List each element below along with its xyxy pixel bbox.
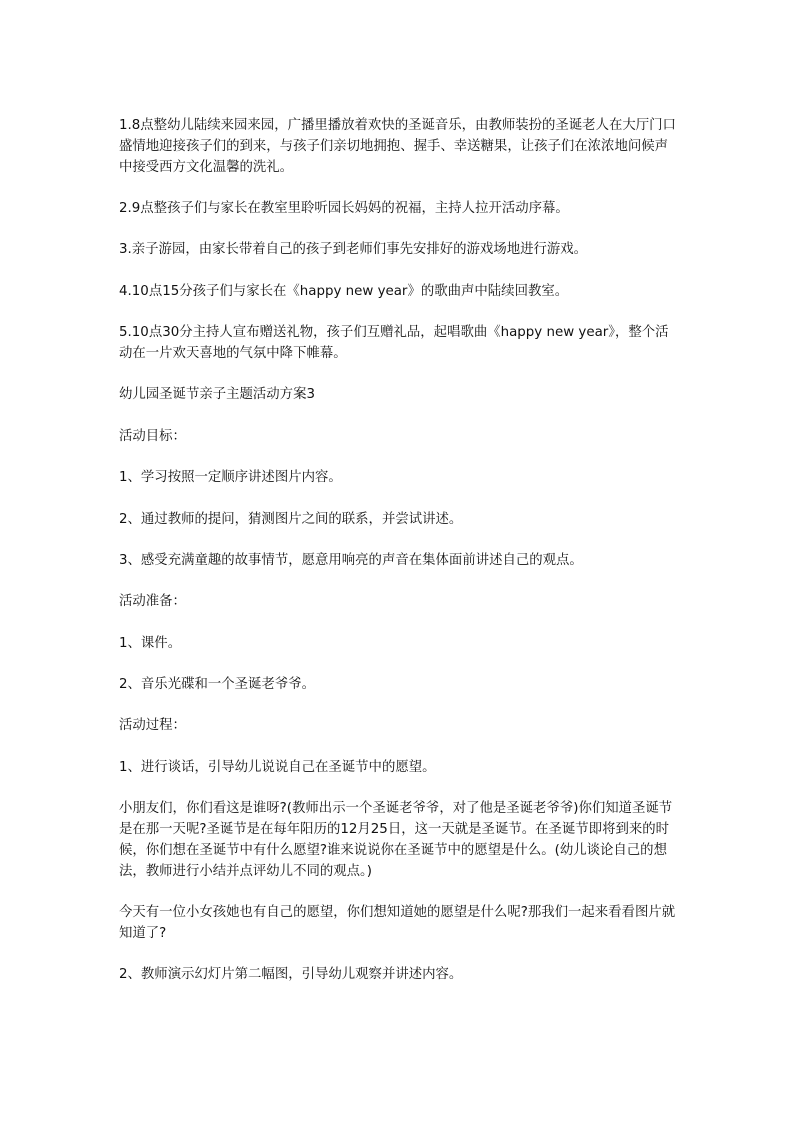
process-item-1: 1、进行谈话，引导幼儿说说自己在圣诞节中的愿望。 <box>119 759 436 775</box>
goal-item-3: 3、感受充满童趣的故事情节，愿意用响亮的声音在集体面前讲述自己的观点。 <box>119 552 583 568</box>
section-title: 幼儿园圣诞节亲子主题活动方案3 <box>119 387 315 403</box>
process-dialogue-1: 小朋友们，你们看这是谁呀?(教师出示一个圣诞老爷爷，对了他是圣诞老爷爷)你们知道圣诞节是在那一天呢?圣诞节是在每年阳历的12月25日，这一天就是圣诞节。在圣诞节即将到来的时候，你们想在圣诞节中有什么愿望?谁来说说你在圣诞节中的愿望是什么。(幼儿谈论自己的想法，教师进行小结并点评幼儿不同的观点。) <box>119 801 673 879</box>
paragraph-step-2: 2.9点整孩子们与家长在教室里聆听园长妈妈的祝福，主持人拉开活动序幕。 <box>119 200 569 216</box>
heading-preparation: 活动准备： <box>119 594 186 610</box>
preparation-item-2: 2、音乐光碟和一个圣诞老爷爷。 <box>119 677 315 693</box>
goal-item-2: 2、通过教师的提问，猜测图片之间的联系，并尝试讲述。 <box>119 511 463 527</box>
paragraph-step-5: 5.10点30分主持人宣布赠送礼物，孩子们互赠礼品，起唱歌曲《happy new year》，整个活动在一片欢天喜地的气氛中降下帷幕。 <box>119 325 669 361</box>
paragraph-step-1: 1.8点整幼儿陆续来园来园，广播里播放着欢快的圣诞音乐，由教师装扮的圣诞老人在大厅门口盛情地迎接孩子们的到来，与孩子们亲切地拥抱、握手、幸送糖果，让孩子们在浓浓地问候声中接受西方文化温馨的洗礼。 <box>119 118 676 175</box>
process-item-2: 2、教师演示幻灯片第二幅图，引导幼儿观察并讲述内容。 <box>119 967 463 983</box>
goal-item-1: 1、学习按照一定顺序讲述图片内容。 <box>119 470 342 486</box>
process-dialogue-2: 今天有一位小女孩她也有自己的愿望，你们想知道她的愿望是什么呢?那我们一起来看看图片就知道了? <box>119 905 676 941</box>
document-body <box>119 116 679 1007</box>
paragraph-step-3: 3.亲子游园，由家长带着自己的孩子到老师们事先安排好的游戏场地进行游戏。 <box>119 242 588 258</box>
preparation-item-1: 1、课件。 <box>119 635 182 651</box>
heading-goals: 活动目标： <box>119 428 186 444</box>
paragraph-step-4: 4.10点15分孩子们与家长在《happy new year》的歌曲声中陆续回教室。 <box>119 283 569 299</box>
heading-process: 活动过程： <box>119 718 186 734</box>
